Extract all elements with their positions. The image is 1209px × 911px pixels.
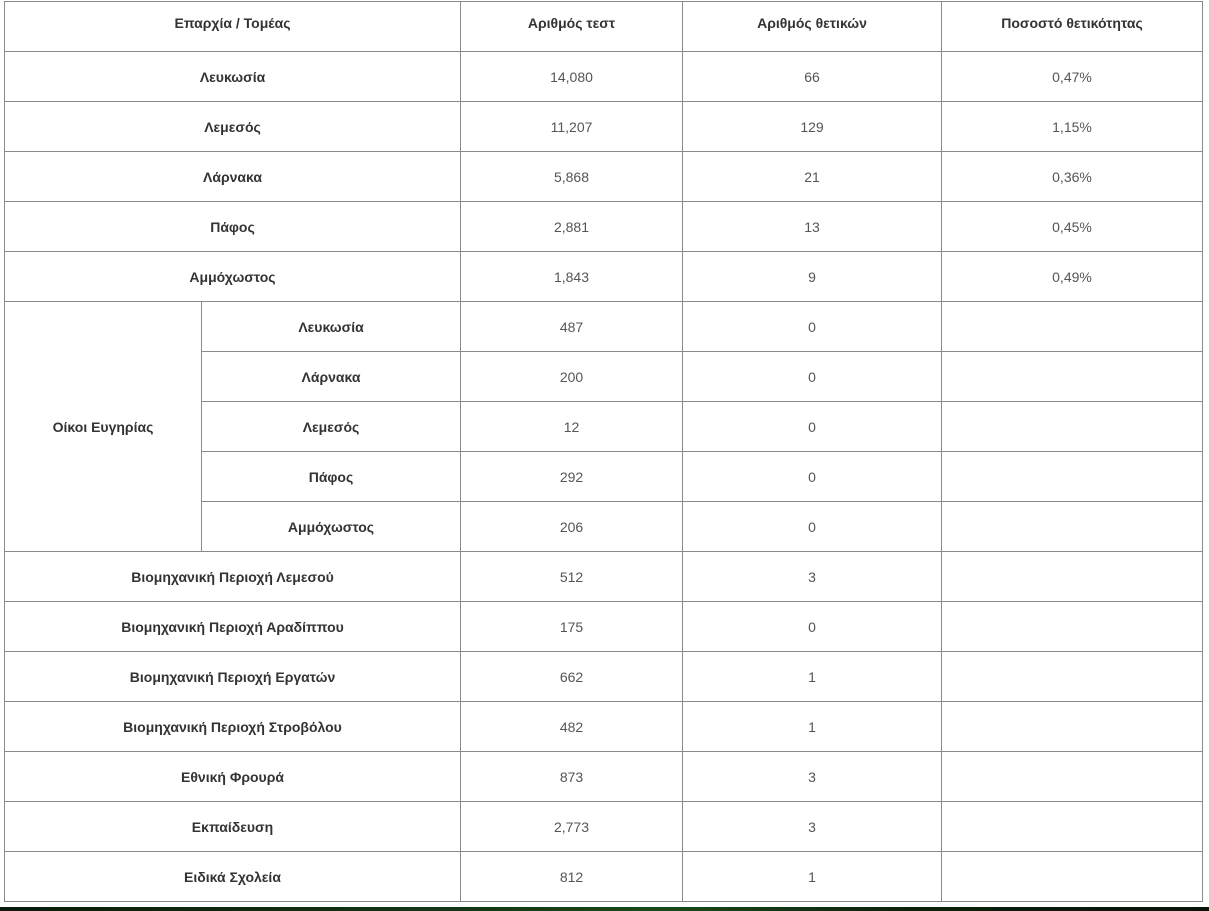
header-test-count: Αριθμός τεστ (461, 2, 683, 52)
positives-cell: 3 (683, 552, 942, 602)
rate-cell (942, 602, 1203, 652)
tests-cell: 482 (461, 702, 683, 752)
district-name: Αμμόχωστος (5, 252, 461, 302)
rate-cell (942, 302, 1203, 352)
rate-cell (942, 852, 1203, 902)
rate-cell: 0,49% (942, 252, 1203, 302)
header-positivity-rate: Ποσοστό θετικότητας (942, 2, 1203, 52)
positives-cell: 13 (683, 202, 942, 252)
table-row (5, 52, 1203, 102)
tests-cell: 2,881 (461, 202, 683, 252)
care-home-district-name: Αμμόχωστος (202, 502, 461, 552)
sector-name: Ειδικά Σχολεία (5, 852, 461, 902)
right-edge-strip (1203, 0, 1209, 911)
tests-cell: 487 (461, 302, 683, 352)
positives-cell: 3 (683, 802, 942, 852)
bottom-dark-bar (0, 907, 1209, 911)
positives-cell: 0 (683, 452, 942, 502)
positives-cell: 0 (683, 352, 942, 402)
table-row (5, 602, 1203, 652)
care-home-district-name: Λάρνακα (202, 352, 461, 402)
sector-name: Βιομηχανική Περιοχή Στροβόλου (5, 702, 461, 752)
tests-cell: 200 (461, 352, 683, 402)
rate-cell (942, 802, 1203, 852)
table-row (5, 802, 1203, 852)
care-home-district-name: Πάφος (202, 452, 461, 502)
rate-cell: 0,36% (942, 152, 1203, 202)
tests-cell: 292 (461, 452, 683, 502)
rate-cell (942, 402, 1203, 452)
district-name: Λεμεσός (5, 102, 461, 152)
header-district-sector: Επαρχία / Τομέας (5, 2, 461, 52)
positives-cell: 0 (683, 502, 942, 552)
positives-cell: 9 (683, 252, 942, 302)
positives-cell: 1 (683, 652, 942, 702)
sector-name: Εκπαίδευση (5, 802, 461, 852)
covid-test-results-table (4, 1, 1203, 902)
positives-cell: 0 (683, 402, 942, 452)
table-header-row (5, 2, 1203, 52)
rate-cell: 0,47% (942, 52, 1203, 102)
tests-cell: 873 (461, 752, 683, 802)
table-row (5, 552, 1203, 602)
tests-cell: 1,843 (461, 252, 683, 302)
tests-cell: 5,868 (461, 152, 683, 202)
care-home-district-name: Λεμεσός (202, 402, 461, 452)
rate-cell: 0,45% (942, 202, 1203, 252)
rate-cell (942, 452, 1203, 502)
district-name: Λάρνακα (5, 152, 461, 202)
district-name: Πάφος (5, 202, 461, 252)
table-row (5, 252, 1203, 302)
sector-name: Βιομηχανική Περιοχή Αραδίππου (5, 602, 461, 652)
positives-cell: 0 (683, 602, 942, 652)
tests-cell: 2,773 (461, 802, 683, 852)
tests-cell: 12 (461, 402, 683, 452)
rate-cell (942, 502, 1203, 552)
rate-cell: 1,15% (942, 102, 1203, 152)
care-homes-group-label: Οίκοι Ευγηρίας (5, 302, 202, 552)
district-name: Λευκωσία (5, 52, 461, 102)
positives-cell: 129 (683, 102, 942, 152)
rate-cell (942, 552, 1203, 602)
rate-cell (942, 352, 1203, 402)
tests-cell: 14,080 (461, 52, 683, 102)
tests-cell: 11,207 (461, 102, 683, 152)
tests-cell: 512 (461, 552, 683, 602)
header-positive-count: Αριθμός θετικών (683, 2, 942, 52)
positives-cell: 66 (683, 52, 942, 102)
table-row (5, 202, 1203, 252)
rate-cell (942, 652, 1203, 702)
care-home-district-name: Λευκωσία (202, 302, 461, 352)
positives-cell: 0 (683, 302, 942, 352)
tests-cell: 206 (461, 502, 683, 552)
tests-cell: 662 (461, 652, 683, 702)
table-row (5, 852, 1203, 902)
positives-cell: 3 (683, 752, 942, 802)
sector-name: Εθνική Φρουρά (5, 752, 461, 802)
sector-name: Βιομηχανική Περιοχή Εργατών (5, 652, 461, 702)
rate-cell (942, 752, 1203, 802)
table-row (5, 752, 1203, 802)
tests-cell: 175 (461, 602, 683, 652)
table-row (5, 302, 1203, 352)
table-row (5, 102, 1203, 152)
table-row (5, 652, 1203, 702)
positives-cell: 1 (683, 702, 942, 752)
sector-name: Βιομηχανική Περιοχή Λεμεσού (5, 552, 461, 602)
table-row (5, 702, 1203, 752)
tests-cell: 812 (461, 852, 683, 902)
positives-cell: 1 (683, 852, 942, 902)
rate-cell (942, 702, 1203, 752)
positives-cell: 21 (683, 152, 942, 202)
table-row (5, 152, 1203, 202)
